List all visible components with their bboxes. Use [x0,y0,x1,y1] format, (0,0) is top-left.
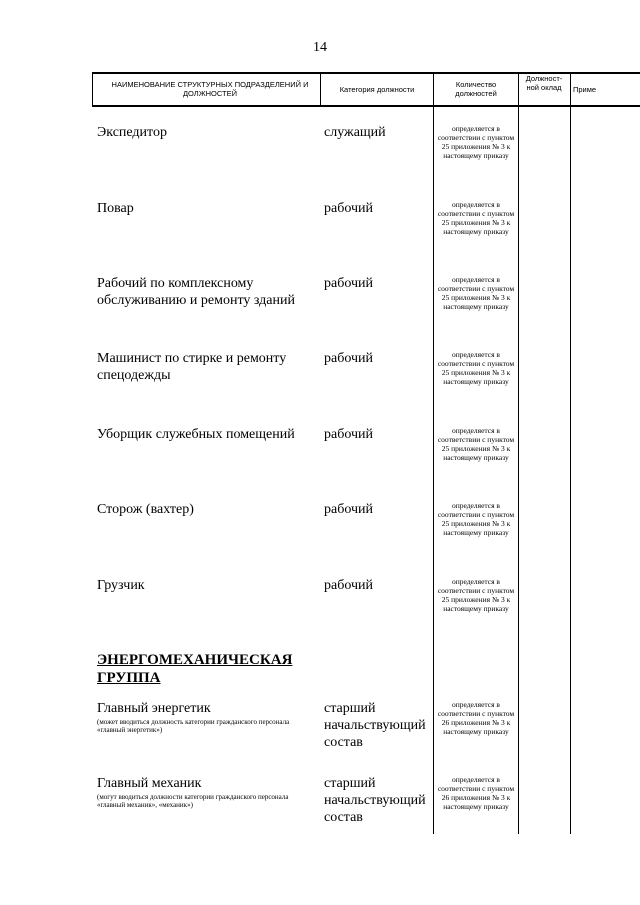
section-title: ЭНЕРГОМЕХАНИЧЕСКАЯ ГРУППА [97,652,293,686]
position-name-block [97,775,312,809]
position-category: рабочий [324,276,373,291]
header-name-column: НАИМЕНОВАНИЕ СТРУКТУРНЫХ ПОДРАЗДЕЛЕНИЙ И ДОЛЖНОСТЕЙ [111,80,309,98]
position-name: Повар [97,201,134,216]
col-divider-1 [320,72,321,106]
position-name: Главный энергетик [97,701,211,716]
left-border [92,72,93,106]
position-quantity: определяется в соответствии с пунктом 25 приложения № 3 к настоящему приказу [437,501,515,537]
header-notes-column: Приме [573,85,597,94]
position-category: рабочий [324,427,373,442]
position-name: Грузчик [97,578,145,593]
position-category: старший начальствующий состав [324,776,426,825]
col-divider-2 [433,72,434,834]
position-category: рабочий [324,502,373,517]
position-name: Главный механик [97,776,202,791]
position-quantity: определяется в соответствии с пунктом 25 приложения № 3 к настоящему приказу [437,275,515,311]
position-category: рабочий [324,578,373,593]
position-name: Экспедитор [97,125,167,140]
header-salary-column: Должност-ной оклад [525,74,563,92]
position-name: Машинист по стирке и ремонту спецодежды [97,351,287,383]
position-category: рабочий [324,351,373,366]
position-name-block [97,700,312,734]
position-quantity: определяется в соответствии с пунктом 25 приложения № 3 к настоящему приказу [437,124,515,160]
position-quantity: определяется в соответствии с пунктом 26 приложения № 3 к настоящему приказу [437,700,515,736]
page-number: 14 [313,40,327,55]
position-quantity: определяется в соответствии с пунктом 25 приложения № 3 к настоящему приказу [437,577,515,613]
header-category-column: Категория должности [339,85,415,94]
position-quantity: определяется в соответствии с пунктом 25 приложения № 3 к настоящему приказу [437,200,515,236]
position-category: служащий [324,125,386,140]
position-category: старший начальствующий состав [324,701,426,750]
position-name: Рабочий по комплексному обслуживанию и ремонту зданий [97,276,295,308]
position-quantity: определяется в соответствии с пунктом 26 приложения № 3 к настоящему приказу [437,775,515,811]
position-quantity: определяется в соответствии с пунктом 25 приложения № 3 к настоящему приказу [437,426,515,462]
header-quantity-column: Количество должностей [455,80,497,98]
col-divider-3 [518,72,519,834]
position-note: (может вводиться должность категории гражданского персонала «главный энергетик») [97,718,290,734]
position-category: рабочий [324,201,373,216]
position-name: Уборщик служебных помещений [97,427,295,442]
position-name: Сторож (вахтер) [97,502,194,517]
position-note: (могут вводиться должности категории гражданского персонала «главный механик», «механик») [97,793,289,809]
position-quantity: определяется в соответствии с пунктом 25 приложения № 3 к настоящему приказу [437,350,515,386]
col-divider-4 [570,72,571,834]
header-bottom-rule [92,105,640,107]
